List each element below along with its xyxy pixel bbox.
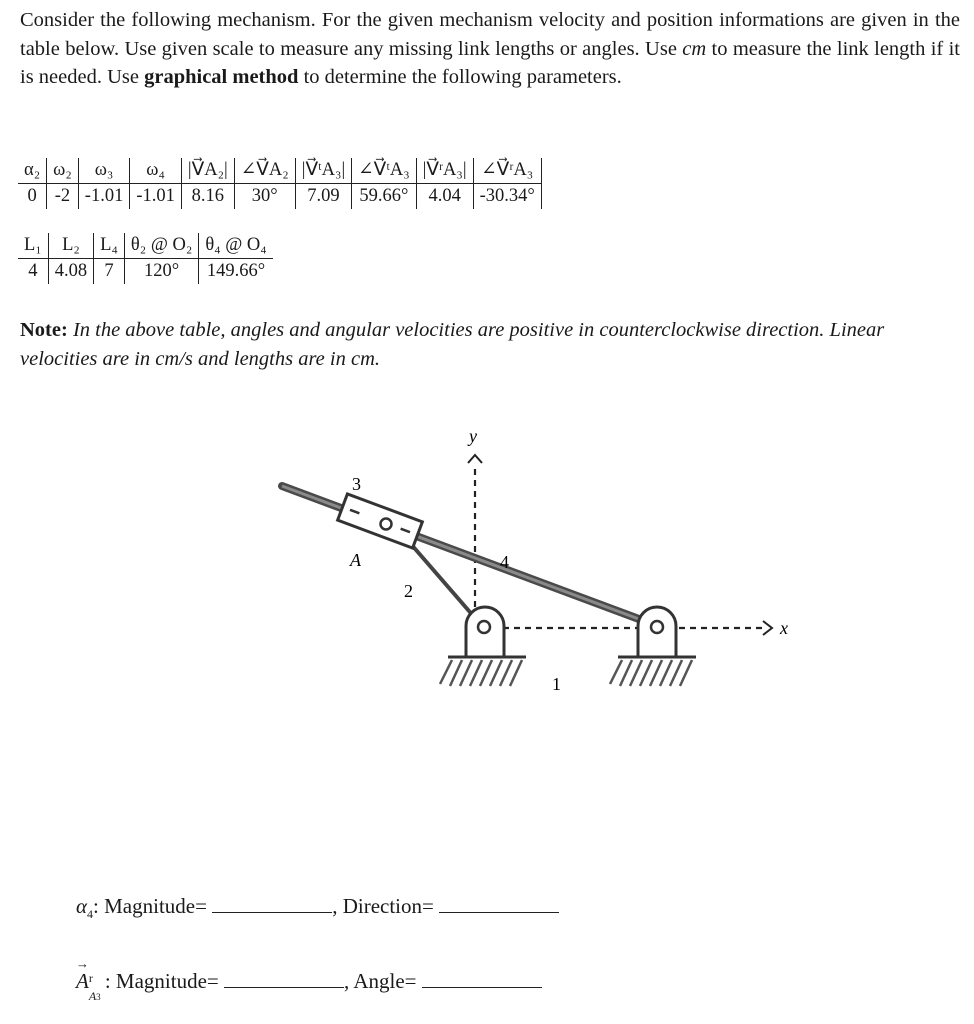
question-ar-a3: → A r A3 : Magnitude= , Angle= <box>76 969 542 994</box>
header-L2: L₂ <box>48 233 93 259</box>
value-va2-angle: 30° <box>234 184 295 210</box>
ar-a3-symbol: → A <box>76 969 89 994</box>
header-L1: L₁ <box>18 233 48 259</box>
header-va2-mag: |V⃗A₂| <box>181 158 234 184</box>
header-L4: L₄ <box>94 233 125 259</box>
question-alpha4: $\alpha_4$: Magnitude= , Direction= <box>76 894 559 922</box>
label-link-1: 1 <box>552 674 561 694</box>
header-alpha2: α₂ <box>18 158 47 184</box>
graphical-method-emphasis: graphical method <box>144 66 299 88</box>
label-link-4: 4 <box>500 552 509 572</box>
header-vra3-mag: |V⃗ʳA₃| <box>416 158 473 184</box>
label-point-A: A <box>350 550 361 570</box>
header-omega4: ω₄ <box>130 158 182 184</box>
label-link-3: 3 <box>352 474 361 494</box>
ground-pivot-O4 <box>610 607 696 686</box>
y-axis-arrowhead <box>468 455 482 463</box>
ar-a3-angle-label: , Angle= <box>344 969 417 993</box>
value-alpha2: 0 <box>27 186 37 206</box>
value-theta4: 149.66° <box>199 259 273 285</box>
value-vra3-angle: -30.34° <box>473 184 541 210</box>
value-omega3: -1.01 <box>78 184 130 210</box>
alpha4-direction-blank[interactable] <box>439 912 559 913</box>
note-label: Note: <box>20 319 68 341</box>
header-omega2: ω₂ <box>47 158 79 184</box>
value-vta3-angle: 59.66° <box>352 184 417 210</box>
value-L2: 4.08 <box>48 259 93 285</box>
header-theta4: θ₄ @ O₄ <box>199 233 273 259</box>
alpha4-direction-label: , Direction= <box>332 894 434 918</box>
alpha4-symbol: α <box>76 894 88 918</box>
value-L4: 7 <box>94 259 125 285</box>
value-L1: 4 <box>28 261 38 281</box>
value-vra3-mag: 4.04 <box>416 184 473 210</box>
header-theta2: θ₂ @ O₂ <box>124 233 198 259</box>
y-axis-label: y <box>469 426 477 446</box>
alpha4-magnitude-blank[interactable] <box>212 912 332 913</box>
problem-statement: Consider the following mechanism. For the given mechanism velocity and position informations are given in the table below. Use given scale to measure any missing link lengths or angles. Use cm to measure the link length if it is needed. Use graphical method to determine the following parameters. <box>20 9 960 88</box>
ar-a3-angle-blank[interactable] <box>422 987 542 988</box>
value-vta3-mag: 7.09 <box>295 184 351 210</box>
header-vta3-mag: |V⃗ᵗA₃| <box>295 158 351 184</box>
note-text: In the above table, angles and angular velocities are positive in counterclockwise direction. Linear velocities are in cm/s and lengths are in cm. <box>20 319 885 370</box>
header-vra3-angle: ∠V⃗ʳA₃ <box>473 158 541 184</box>
link-4 <box>282 486 655 625</box>
alpha4-magnitude-label: : Magnitude= <box>93 894 207 918</box>
header-vta3-angle: ∠V⃗ᵗA₃ <box>352 158 417 184</box>
header-omega3: ω₃ <box>78 158 130 184</box>
header-va2-angle: ∠V⃗A₂ <box>234 158 295 184</box>
x-axis-label: x <box>780 618 788 638</box>
value-va2-mag: 8.16 <box>181 184 234 210</box>
value-omega2: -2 <box>47 184 79 210</box>
value-omega4: -1.01 <box>130 184 182 210</box>
ar-a3-magnitude-label: : Magnitude= <box>104 969 219 993</box>
label-link-2: 2 <box>404 581 413 601</box>
pin-A <box>381 519 392 530</box>
unit-cm: cm <box>682 37 707 60</box>
ar-a3-magnitude-blank[interactable] <box>224 987 344 988</box>
ground-pivot-O2 <box>440 607 526 686</box>
value-theta2: 120° <box>124 259 198 285</box>
x-axis-arrowhead <box>763 621 772 635</box>
